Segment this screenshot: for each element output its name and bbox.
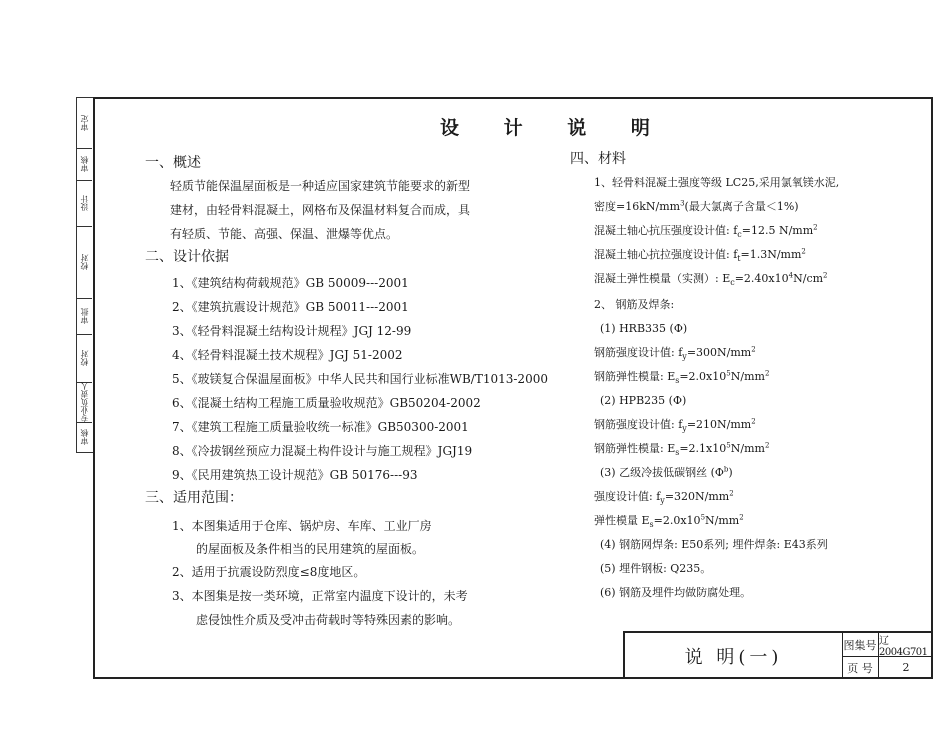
- sup: 2: [823, 271, 828, 280]
- signature-column: [76, 97, 93, 453]
- side-label: 审核: [79, 429, 89, 445]
- text: =2.40x10: [734, 272, 789, 285]
- sub: s: [649, 520, 654, 530]
- sup: 2: [813, 223, 818, 232]
- basis-item: 9、《民用建筑热工设计规范》GB 50176---93: [172, 468, 418, 482]
- sub: s: [675, 376, 680, 386]
- scope-line: 虑侵蚀性介质及受冲击荷载时等特殊因素的影响。: [196, 613, 461, 627]
- text: N/mm: [730, 370, 765, 383]
- r6-line: [594, 513, 744, 529]
- scope-line: 2、适用于抗震设防烈度≤8度地区。: [172, 565, 366, 579]
- page-value: 2: [902, 661, 910, 674]
- sup: 5: [726, 441, 731, 450]
- scope-line: 1、本图集适用于仓库、锅炉房、车库、工业厂房: [172, 519, 432, 533]
- side-label: 专业负责人: [79, 382, 89, 422]
- page-title: 设 计 说 明: [440, 117, 669, 139]
- section-heading-materials: 四、材料: [570, 151, 626, 167]
- text: =2.1x10: [679, 442, 727, 455]
- sub: t: [737, 254, 741, 264]
- rebar-type-1: (1) HRB335 (Φ): [600, 322, 688, 335]
- side-cell-5: [77, 298, 92, 335]
- r4-line: [594, 441, 769, 457]
- basis-item: 5、《玻镁复合保温屋面板》中华人民共和国行业标准WB/T1013-2000: [172, 372, 548, 386]
- basis-item: 4、《轻骨料混凝土技术规程》JGJ 51-2002: [172, 348, 403, 362]
- sup: 2: [751, 345, 756, 354]
- side-label: 审核: [79, 156, 89, 172]
- side-label: 审定: [79, 115, 89, 131]
- rebar-type-2: (2) HPB235 (Φ): [600, 394, 687, 407]
- section-heading-overview: 一、概述: [145, 155, 201, 171]
- side-cell-6: [77, 334, 92, 383]
- welding-line: (4) 钢筋网焊条: E50系列; 埋件焊条: E43系列: [600, 538, 828, 551]
- sup: 4: [788, 271, 794, 280]
- page-label: 页 号: [842, 656, 879, 679]
- section-heading-scope: 三、适用范围：: [145, 490, 243, 506]
- sup: 5: [700, 513, 706, 522]
- sup: 3: [680, 199, 685, 208]
- anticorrosion-line: (6) 钢筋及埋件均做防腐处理。: [600, 586, 752, 599]
- title-block: [623, 631, 933, 679]
- sub: y: [660, 496, 665, 506]
- basis-item: 7、《建筑工程施工质量验收统一标准》GB50300-2001: [172, 420, 469, 434]
- atlas-label: 图集号: [842, 633, 879, 656]
- basis-item: 3、《轻骨料混凝土结构设计规程》JGJ 12-99: [172, 324, 412, 338]
- basis-item: 2、《建筑抗震设计规范》GB 50011---2001: [172, 300, 409, 314]
- sup: b: [723, 465, 729, 474]
- side-cell-1: [77, 98, 92, 149]
- sup: 2: [801, 247, 806, 256]
- side-cell-8: [77, 422, 92, 452]
- text: 密度=16kN/mm: [594, 200, 681, 213]
- atlas-row: [842, 633, 933, 657]
- text: (3) 乙级冷拔低碳钢丝 (Φ: [600, 466, 724, 479]
- side-cell-7: [77, 382, 92, 423]
- sub: y: [682, 352, 687, 362]
- sub: s: [675, 448, 680, 458]
- side-label: 审批: [79, 308, 89, 324]
- text: =1.3N/mm: [740, 248, 802, 261]
- ec-line: [594, 271, 828, 287]
- text: N/mm: [705, 514, 740, 527]
- page-row: [842, 656, 933, 679]
- overview-line: 建材，由轻骨料混凝土，网格布及保温材料复合而成，具: [170, 203, 471, 217]
- overview-line: 轻质节能保温屋面板是一种适应国家建筑节能要求的新型: [170, 179, 471, 193]
- text: =2.0x10: [653, 514, 701, 527]
- text: 混凝土轴心抗压强度设计值: f: [594, 224, 738, 237]
- atlas-value: 辽2004G701: [879, 635, 928, 658]
- sup: 2: [764, 369, 770, 378]
- text: 混凝土轴心抗拉强度设计值: f: [594, 248, 738, 261]
- rebar-type-3: [600, 465, 733, 481]
- text: 弹性模量 E: [594, 514, 650, 527]
- side-label: 校对: [79, 350, 89, 366]
- text: 钢筋强度设计值: f: [594, 346, 683, 359]
- text: =320N/mm: [664, 490, 730, 503]
- section-heading-basis: 二、设计依据: [145, 249, 229, 265]
- text: 混凝土弹性模量（实测）: E: [594, 272, 731, 285]
- r5-line: [594, 489, 734, 505]
- side-cell-3: [77, 180, 92, 227]
- material-line: 1、轻骨料混凝土强度等级 LC25,采用氯氧镁水泥,: [594, 176, 840, 189]
- fc-line: [594, 223, 818, 239]
- sup: 2: [764, 441, 770, 450]
- basis-item: 8、《冷拔钢丝预应力混凝土构件设计与施工规程》JGJ19: [172, 444, 473, 458]
- basis-item: 1、《建筑结构荷载规范》GB 50009---2001: [172, 276, 409, 290]
- rebar-heading: 2、 钢筋及焊条:: [594, 298, 675, 311]
- r2-line: [594, 369, 769, 385]
- side-label: 校对: [79, 254, 89, 270]
- side-label: 设计: [79, 195, 89, 211]
- drawing-name: 说 明(一): [625, 633, 843, 679]
- text: 强度设计值: f: [594, 490, 661, 503]
- text: 钢筋强度设计值: f: [594, 418, 683, 431]
- text: (最大氯离子含量＜1%): [684, 200, 799, 213]
- text: 钢筋弹性模量: E: [594, 370, 676, 383]
- sub: y: [682, 424, 687, 434]
- text: =2.0x10: [679, 370, 727, 383]
- sup: 2: [751, 417, 756, 426]
- basis-item: 6、《混凝土结构工程施工质量验收规范》GB50204-2002: [172, 396, 481, 410]
- text: N/mm: [730, 442, 765, 455]
- text: =210N/mm: [686, 418, 752, 431]
- sup: 5: [726, 369, 731, 378]
- side-cell-2: [77, 148, 92, 181]
- plate-line: (5) 埋件钢板: Q235。: [600, 562, 712, 575]
- r3-line: [594, 417, 756, 433]
- text: 钢筋弹性模量: E: [594, 442, 676, 455]
- text: =12.5 N/mm: [741, 224, 814, 237]
- sub: c: [737, 230, 742, 240]
- text: ): [728, 466, 733, 479]
- ft-line: [594, 247, 806, 263]
- density-line: [594, 199, 799, 215]
- scope-line: 的屋面板及条件相当的民用建筑的屋面板。: [196, 542, 425, 556]
- text: N/cm: [793, 272, 824, 285]
- r1-line: [594, 345, 756, 361]
- sub: c: [730, 278, 735, 288]
- text: =300N/mm: [686, 346, 752, 359]
- sup: 2: [739, 513, 744, 522]
- overview-line: 有轻质、节能、高强、保温、泄爆等优点。: [170, 227, 399, 241]
- scope-line: 3、本图集是按一类环境，正常室内温度下设计的，未考: [172, 589, 468, 603]
- side-cell-4: [77, 226, 92, 299]
- sup: 2: [729, 489, 734, 498]
